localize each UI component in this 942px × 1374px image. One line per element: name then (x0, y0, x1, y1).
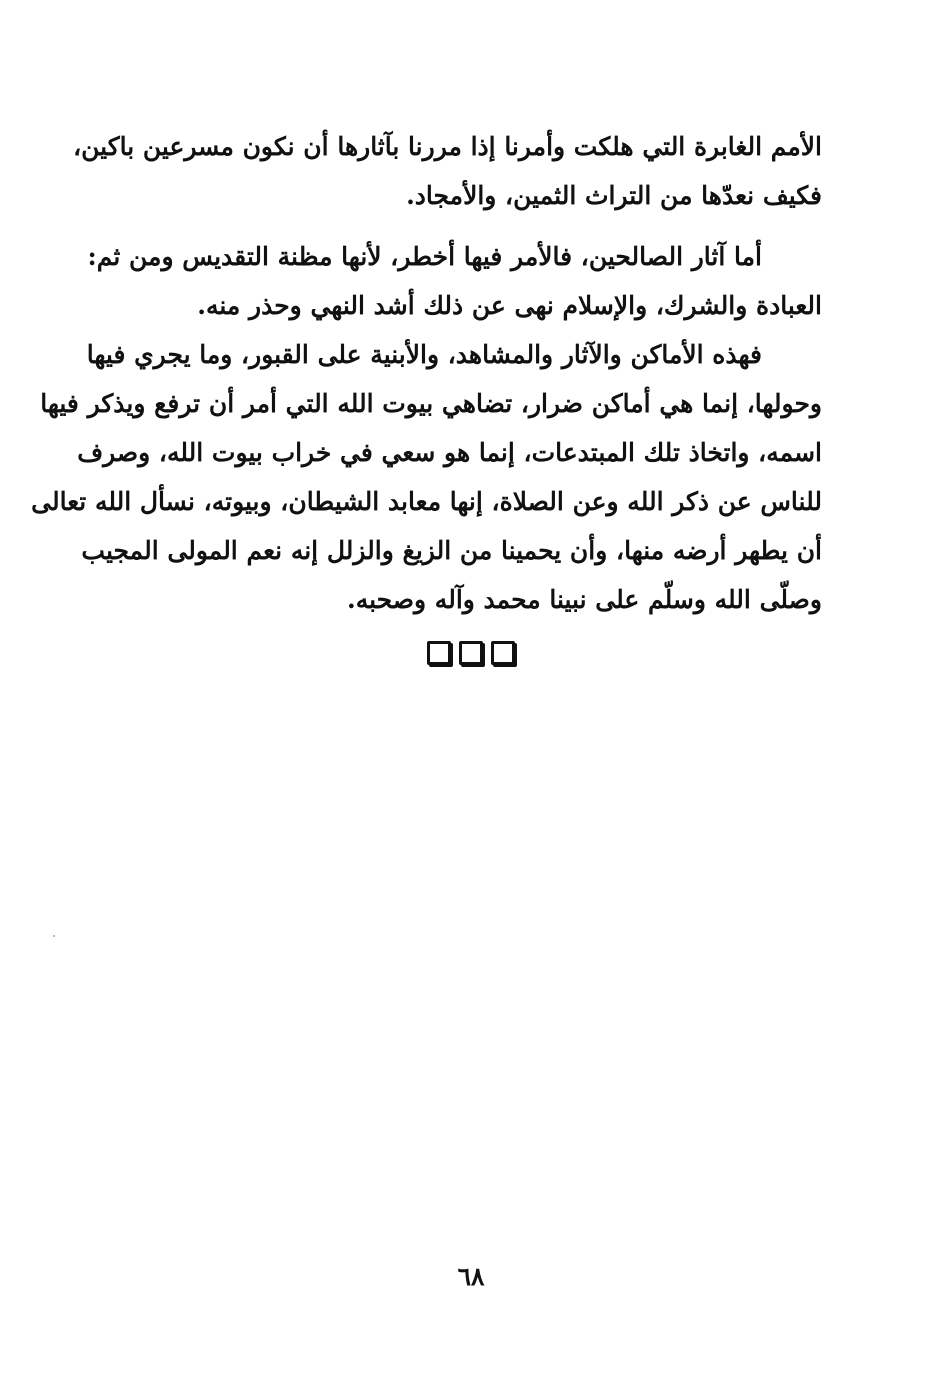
paragraph-line: الأمم الغابرة التي هلكت وأمرنا إذا مررنا بآثارها أن نكون مسرعين باكين، (73, 132, 822, 161)
three-squares-icon (0, 641, 942, 665)
scan-speck (53, 935, 55, 937)
square-icon (427, 641, 451, 665)
paragraph-3 (31, 330, 822, 624)
square-icon (459, 641, 483, 665)
paragraph-line: وحولها، إنما هي أماكن ضرار، تضاهي بيوت الله التي أمر أن ترفع ويذكر فيها (40, 389, 822, 418)
paragraph-line: أن يطهر أرضه منها، وأن يحمينا من الزيغ والزلل إنه نعم المولى المجيب (81, 536, 822, 565)
square-icon (491, 641, 515, 665)
paragraph-line: أما آثار الصالحين، فالأمر فيها أخطر، لأنها مظنة التقديس ومن ثم: (87, 242, 762, 271)
paragraph-line: فهذه الأماكن والآثار والمشاهد، والأبنية على القبور، وما يجري فيها (86, 340, 762, 369)
paragraph-line: فكيف نعدّها من التراث الثمين، والأمجاد. (406, 181, 822, 210)
paragraph-line: العبادة والشرك، والإسلام نهى عن ذلك أشد النهي وحذر منه. (197, 291, 822, 320)
paragraph-line: وصلّى الله وسلّم على نبينا محمد وآله وصحبه. (347, 585, 822, 614)
paragraph-line: للناس عن ذكر الله وعن الصلاة، إنها معابد الشيطان، وبيوته، نسأل الله تعالى (31, 487, 822, 516)
paragraph-1 (73, 122, 822, 220)
paragraph-line: اسمه، واتخاذ تلك المبتدعات، إنما هو سعي في خراب بيوت الله، وصرف (77, 438, 822, 467)
paragraph-2 (87, 232, 822, 330)
page-number: ٦٨ (457, 1262, 485, 1291)
